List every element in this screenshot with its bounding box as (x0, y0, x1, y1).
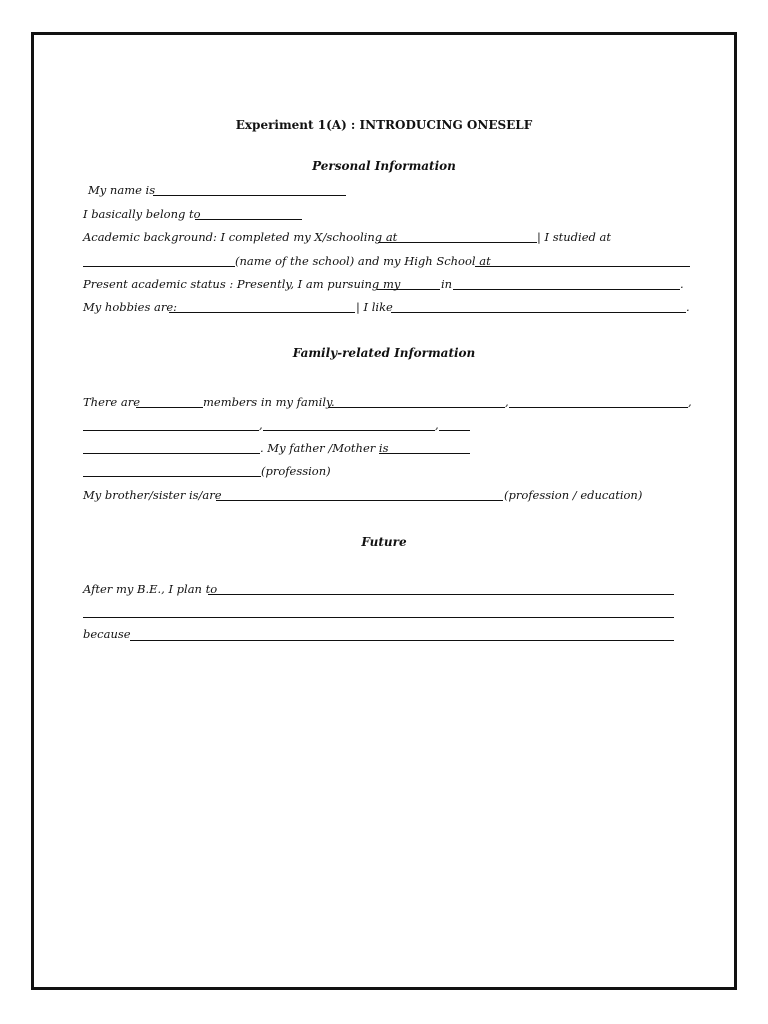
member-3-blank[interactable] (83, 430, 259, 431)
page-title: Experiment 1(A) : INTRODUCING ONESELF (235, 118, 533, 132)
belong-label: I basically belong to (83, 207, 201, 221)
pursuing-blank[interactable] (377, 289, 440, 290)
sibling-blank[interactable] (216, 500, 503, 501)
comma-4: , (435, 418, 439, 432)
plan-blank[interactable] (208, 594, 674, 595)
profession-label: (profession) (261, 464, 331, 478)
members-label: members in my family. (203, 395, 335, 409)
comma-2: , (688, 395, 692, 409)
page-border (31, 32, 737, 990)
father-mother-label: . My father /Mother is (260, 441, 389, 455)
member-6-blank[interactable] (83, 453, 260, 454)
future-heading: Future (361, 535, 407, 549)
studied-at-label: | I studied at (537, 230, 611, 244)
plan-continued-blank[interactable] (83, 617, 674, 618)
belong-blank[interactable] (195, 219, 302, 220)
member-2-blank[interactable] (509, 407, 688, 408)
sibling-suffix-label: (profession / education) (504, 488, 643, 502)
schooling-blank[interactable] (378, 242, 537, 243)
hobbies-blank[interactable] (169, 312, 355, 313)
member-1-blank[interactable] (328, 407, 505, 408)
member-5-blank[interactable] (439, 430, 470, 431)
like-blank[interactable] (391, 312, 686, 313)
name-label: My name is (88, 183, 156, 197)
school-name-label: (name of the school) and my High School at (235, 254, 491, 268)
there-are-label: There are (83, 395, 141, 409)
family-info-heading: Family-related Information (292, 346, 476, 360)
parent-blank[interactable] (379, 453, 470, 454)
comma-3: , (259, 418, 263, 432)
high-school-blank[interactable] (475, 266, 690, 267)
academic-label: Academic background: I completed my X/schooling at (83, 230, 398, 244)
personal-info-heading: Personal Information (312, 159, 456, 173)
status-in-label: in (441, 277, 453, 291)
pursuing-field-blank[interactable] (453, 289, 680, 290)
because-label: because (83, 627, 131, 641)
because-blank[interactable] (130, 640, 674, 641)
comma-1: , (505, 395, 509, 409)
member-4-blank[interactable] (263, 430, 435, 431)
hobbies-label: My hobbies are: (83, 300, 178, 314)
like-label: | I like (356, 300, 393, 314)
profession-blank[interactable] (83, 476, 261, 477)
sibling-label: My brother/sister is/are (83, 488, 222, 502)
status-end: . (680, 277, 684, 291)
hobbies-end: . (686, 300, 690, 314)
academic-status-label: Present academic status : Presently, I am pursuing my (83, 277, 401, 291)
name-blank[interactable] (153, 195, 346, 196)
school-name-blank[interactable] (83, 266, 235, 267)
members-count-blank[interactable] (136, 407, 203, 408)
plan-label: After my B.E., I plan to (83, 582, 218, 596)
